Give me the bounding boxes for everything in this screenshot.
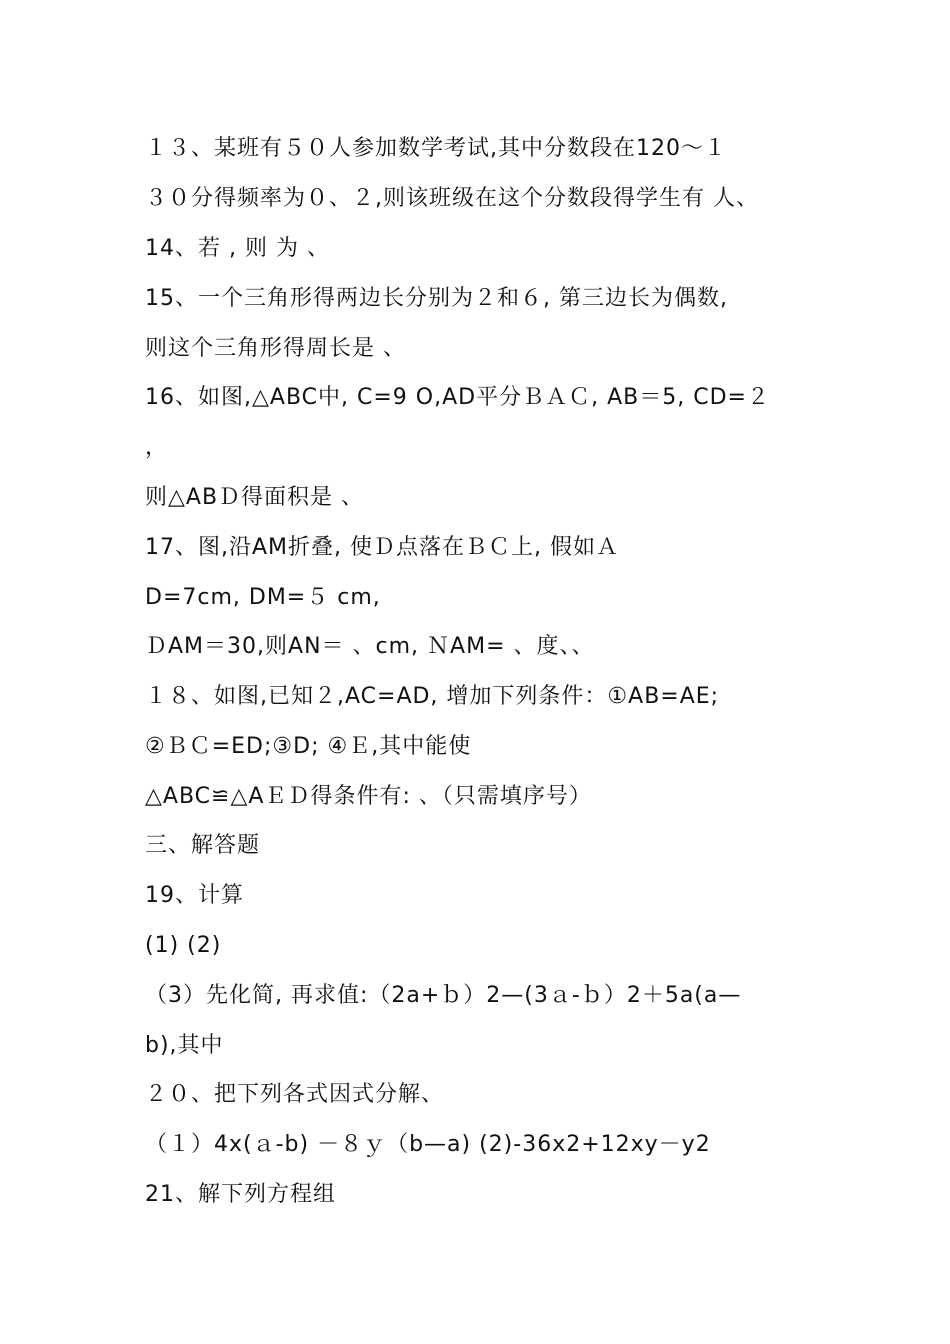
text-line-q17b: D=7cm, DM=５ cm, <box>145 585 381 610</box>
text-line-q20-parts: （１）4x(ａ-b) －８ｙ（b—a) (2)-36x2+12xy－y2 <box>145 1132 711 1157</box>
text-line-q16-comma: ， <box>145 435 169 460</box>
text-line-q20: ２０、把下列各式因式分解、 <box>145 1082 445 1107</box>
text-line-q15a: 15、一个三角形得两边长分别为２和６, 第三边长为偶数, <box>145 286 728 311</box>
text-line-q21: 21、解下列方程组 <box>145 1182 336 1207</box>
text-line-q19-3b: b),其中 <box>145 1033 224 1058</box>
text-line-q16a: 16、如图,△ABC中, C=9 O,AD平分ＢＡＣ, AB＝5, CD=２ <box>145 385 770 410</box>
text-line-q13a: １３、某班有５０人参加数学考试,其中分数段在120～１ <box>145 136 727 161</box>
text-line-q17a: 17、图,沿AM折叠, 使Ｄ点落在ＢＣ上, 假如Ａ <box>145 535 619 560</box>
text-line-q18a: １８、如图,已知２,AC=AD, 增加下列条件：①AB=AE; <box>145 684 720 709</box>
text-line-q13b: ３０分得频率为０、２,则该班级在这个分数段得学生有 人、 <box>145 186 759 211</box>
text-line-q19-3a: （3）先化简, 再求值:（2a+ｂ）2—(3ａ-ｂ）2＋5a(a— <box>145 983 742 1008</box>
text-line-q14: 14、若 , 则 为 、 <box>145 236 330 261</box>
text-line-q15b: 则这个三角形得周长是 、 <box>145 336 406 361</box>
text-line-q18c: △ABC≌△AＥＤ得条件有: 、（只需填序号） <box>145 784 592 809</box>
text-line-q17c: ＤAM＝30,则AN＝ 、cm, ＮAM= 、度、、 <box>145 634 595 659</box>
text-line-q19: 19、计算 <box>145 883 244 908</box>
text-line-q18b: ②ＢＣ=ED;③D; ④Ｅ,其中能使 <box>145 734 472 759</box>
section-heading: 三、解答题 <box>145 833 261 858</box>
text-line-q19-parts: (1) (2) <box>145 933 222 958</box>
text-line-q16b: 则△ABＤ得面积是 、 <box>145 485 365 510</box>
